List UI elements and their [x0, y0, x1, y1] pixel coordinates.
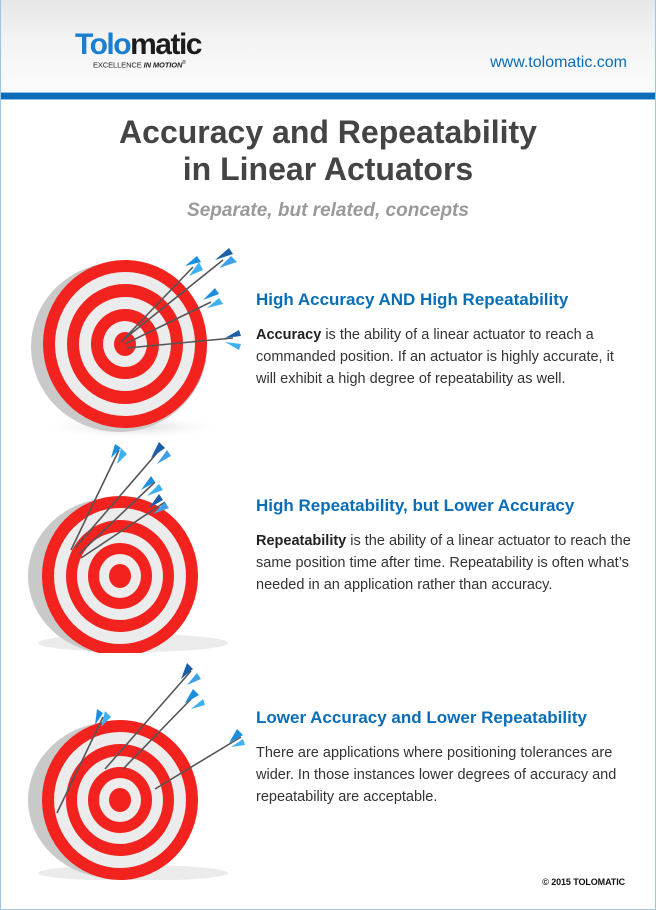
- page-subtitle: Separate, but related, concepts: [187, 200, 469, 221]
- section-body: There are applications where positioning tolerances are wider. In those instances lower degrees of accuracy and repeatability are acceptable.: [256, 745, 617, 805]
- logo-tolo: Tolo: [75, 28, 131, 61]
- section-heading: High Repeatability, but Lower Accuracy: [256, 496, 575, 515]
- copyright: © 2015 TOLOMATIC: [542, 877, 625, 887]
- target-arrows-scattered-icon: [23, 655, 253, 880]
- section-lower-accuracy-lower-repeatability: [256, 708, 636, 808]
- website-link[interactable]: www.tolomatic.com: [490, 54, 627, 71]
- section-heading: High Accuracy AND High Repeatability: [256, 290, 569, 309]
- section-body: Accuracy is the ability of a linear actuator to reach a commanded position. If an actuator is highly accurate, it will exhibit a high degree of repeatability as well.: [256, 327, 614, 387]
- logo-tagline: EXCELLENCE IN MOTION®: [93, 60, 186, 70]
- section-high-accuracy-high-repeatability: [256, 290, 636, 390]
- target-arrows-clustered-offcenter-icon: [23, 438, 253, 653]
- logo-matic: matic: [130, 28, 201, 61]
- target-arrows-centered-icon: [23, 242, 253, 442]
- tolomatic-logo[interactable]: [75, 28, 201, 70]
- section-heading: Lower Accuracy and Lower Repeatability: [256, 708, 587, 727]
- section-high-repeatability-lower-accuracy: [256, 496, 636, 596]
- header-divider: [1, 93, 655, 99]
- header: [1, 0, 655, 92]
- page-title: Accuracy and Repeatability in Linear Actuators: [119, 114, 537, 187]
- section-body: Repeatability is the ability of a linear actuator to reach the same position time after time. Repeatability is often what’s needed in an application rather than accuracy.: [256, 533, 631, 593]
